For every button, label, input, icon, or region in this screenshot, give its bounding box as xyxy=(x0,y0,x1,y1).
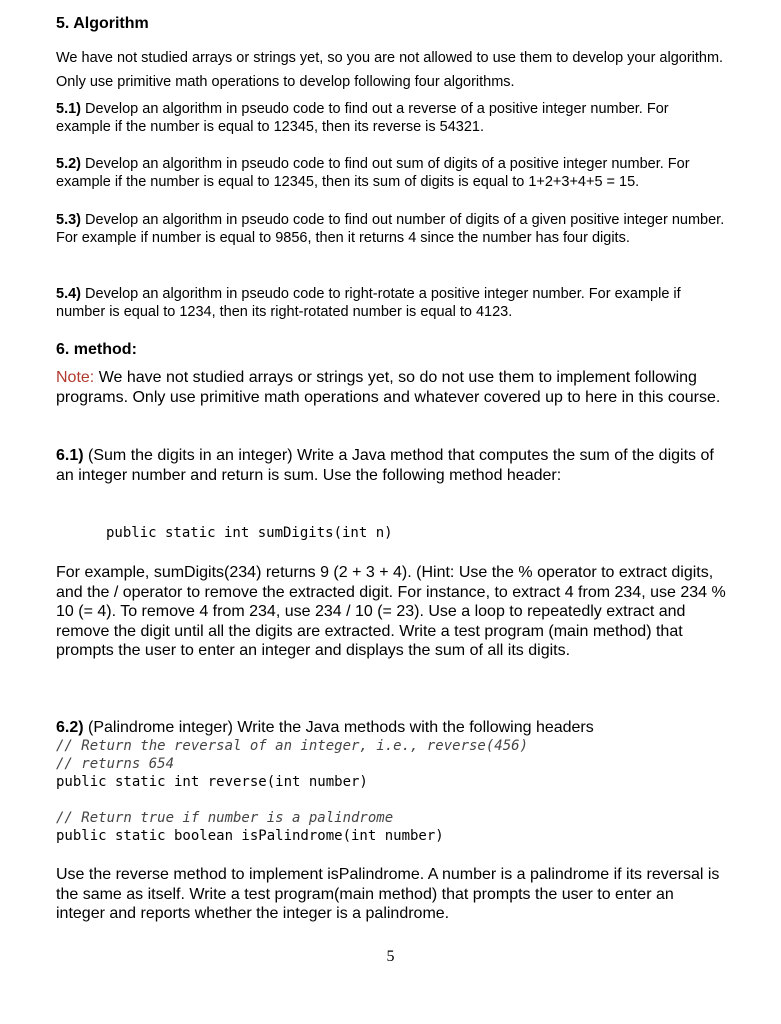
code-comment: // returns 654 xyxy=(56,756,175,772)
question-number: 6.2) xyxy=(56,719,84,736)
item-text: Develop an algorithm in pseudo code to find out sum of digits of a positive integer number. For example if the number is equal to 12345, then its sum of digits is equal to 1+2+3+4+5 = 15. xyxy=(56,156,690,190)
question-6-2-outro: Use the reverse method to implement isPalindrome. A number is a palindrome if its reversal is the same as itself. Write a test program(main method) that prompts the user to enter an integer and reports whether the integer is a palindrome. xyxy=(56,866,720,922)
item-5-3 xyxy=(56,211,726,247)
question-6-1 xyxy=(56,446,726,485)
question-6-2 xyxy=(56,718,726,738)
item-number: 5.1) xyxy=(56,101,81,117)
is-palindrome-header-code: public static boolean isPalindrome(int number) xyxy=(56,828,444,844)
note-label: Note: xyxy=(56,369,95,386)
question-text: (Palindrome integer) Write the Java methods with the following headers xyxy=(83,719,594,736)
question-6-1-example: For example, sumDigits(234) returns 9 (2 + 3 + 4). (Hint: Use the % operator to extract digits, and the / operator to remove the extracted digit. For instance, to extract 4 from 234, use 234 % 10 (= 4). To remove 4 from 234, use 234 / 10 (= 23). Use a loop to repeatedly extract and remove the digit until all the digits are extracted. Write a test program (main method) that prompts the user to enter an integer and displays the sum of all its digits. xyxy=(56,564,726,659)
section-5-heading: 5. Algorithm xyxy=(56,15,149,32)
item-text: Develop an algorithm in pseudo code to right-rotate a positive integer number. For example if number is equal to 1234, then its right-rotated number is equal to 4123. xyxy=(56,286,681,320)
question-number: 6.1) xyxy=(56,447,84,464)
code-comment: // Return the reversal of an integer, i.e., reverse(456) xyxy=(56,738,529,754)
question-text: (Sum the digits in an integer) Write a Java method that computes the sum of the digits of an integer number and return is sum. Use the following method header: xyxy=(56,447,714,484)
note-text: We have not studied arrays or strings yet, so do not use them to implement following programs. Only use primitive math operations and whatever covered up to here in this course. xyxy=(56,369,721,406)
item-number: 5.4) xyxy=(56,286,81,302)
item-5-1 xyxy=(56,100,726,136)
section-6-note xyxy=(56,368,726,407)
item-5-2 xyxy=(56,155,726,191)
item-number: 5.2) xyxy=(56,156,81,172)
reverse-header-code: public static int reverse(int number) xyxy=(56,774,368,790)
section-5-intro: We have not studied arrays or strings yet, so you are not allowed to use them to develop your algorithm. Only use primitive math operations to develop following four algorithms. xyxy=(56,50,724,90)
item-number: 5.3) xyxy=(56,212,81,228)
page-number: 5 xyxy=(386,948,395,965)
item-text: Develop an algorithm in pseudo code to find out number of digits of a given positive integer number. For example if number is equal to 9856, then it returns 4 since the number has four digits. xyxy=(56,212,725,246)
code-comment: // Return true if number is a palindrome xyxy=(56,810,394,826)
item-5-4 xyxy=(56,285,726,321)
item-text: Develop an algorithm in pseudo code to find out a reverse of a positive integer number. For example if the number is equal to 12345, then its reverse is 54321. xyxy=(56,101,669,135)
sum-digits-header-code: public static int sumDigits(int n) xyxy=(106,525,393,541)
section-6-heading: 6. method: xyxy=(56,341,137,358)
